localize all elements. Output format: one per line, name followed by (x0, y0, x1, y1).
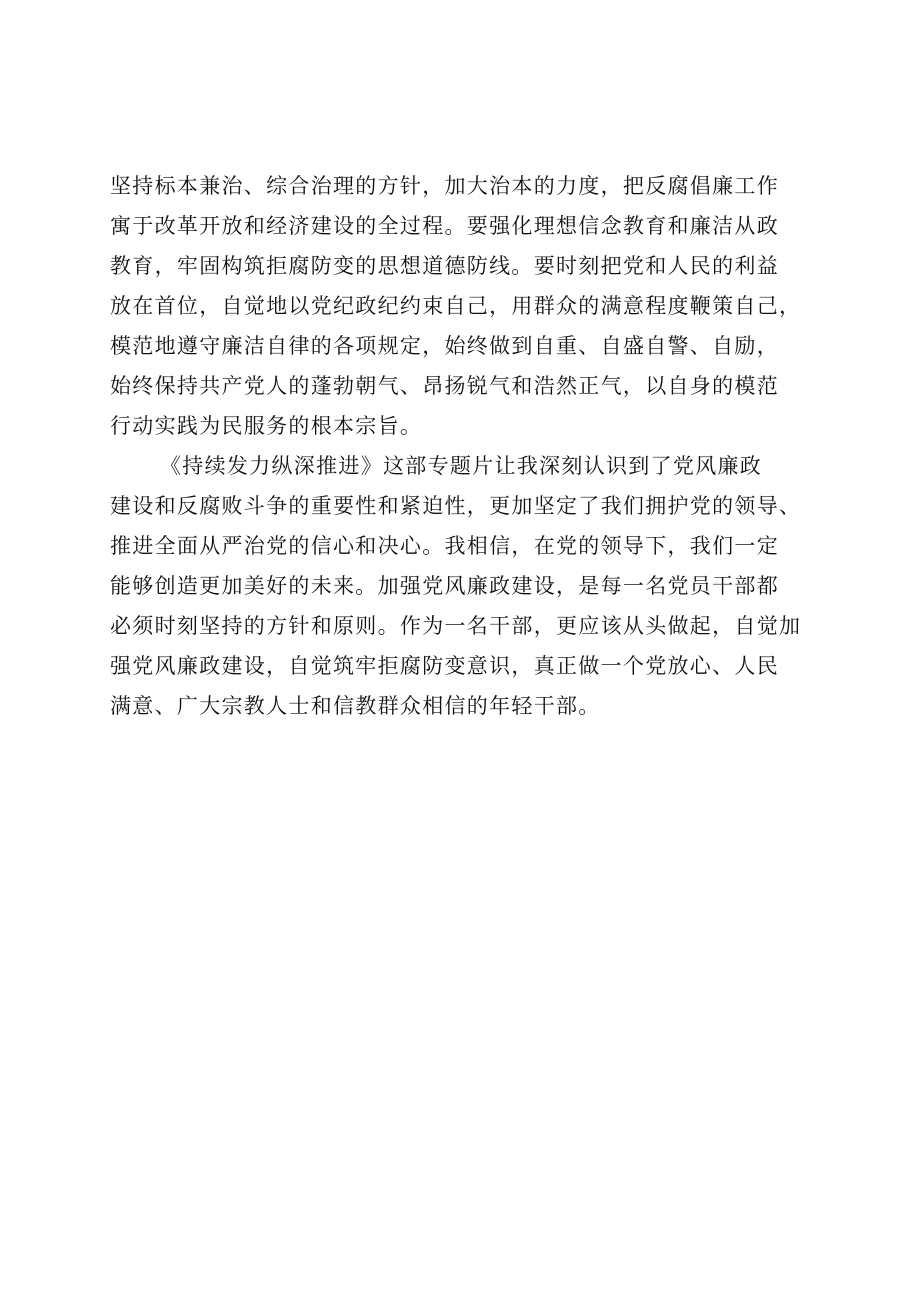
paragraph-line: 放在首位，自觉地以党纪政纪约束自己，用群众的满意程度鞭策自己， (110, 294, 802, 318)
paragraph-line: 模范地遵守廉洁自律的各项规定，始终做到自重、自盛自警、自励， (110, 334, 779, 358)
paragraph-line: 必须时刻坚持的方针和原则。作为一名干部，更应该从头做起，自觉加 (110, 614, 802, 638)
paragraph-line: 坚持标本兼治、综合治理的方针，加大治本的力度，把反腐倡廉工作 (110, 174, 779, 198)
paragraph-line: 行动实践为民服务的根本宗旨。 (110, 414, 423, 438)
paragraph-line: 强党风廉政建设，自觉筑牢拒腐防变意识，真正做一个党放心、人民 (110, 654, 779, 678)
paragraph-line: 《持续发力纵深推进》这部专题片让我深刻认识到了党风廉政 (160, 454, 763, 478)
paragraph-line: 推进全面从严治党的信心和决心。我相信，在党的领导下，我们一定 (110, 534, 779, 558)
paragraph-line: 能够创造更加美好的未来。加强党风廉政建设，是每一名党员干部都 (110, 574, 779, 598)
paragraph-line: 教育，牢固构筑拒腐防变的思想道德防线。要时刻把党和人民的利益 (110, 254, 779, 278)
paragraph-line: 寓于改革开放和经济建设的全过程。要强化理想信念教育和廉洁从政 (110, 214, 779, 238)
paragraph-line: 始终保持共产党人的蓬勃朝气、昂扬锐气和浩然正气，以自身的模范 (110, 374, 779, 398)
paragraph-line: 建设和反腐败斗争的重要性和紧迫性，更加坚定了我们拥护党的领导、 (110, 494, 802, 518)
paragraph-line: 满意、广大宗教人士和信教群众相信的年轻干部。 (110, 694, 601, 718)
